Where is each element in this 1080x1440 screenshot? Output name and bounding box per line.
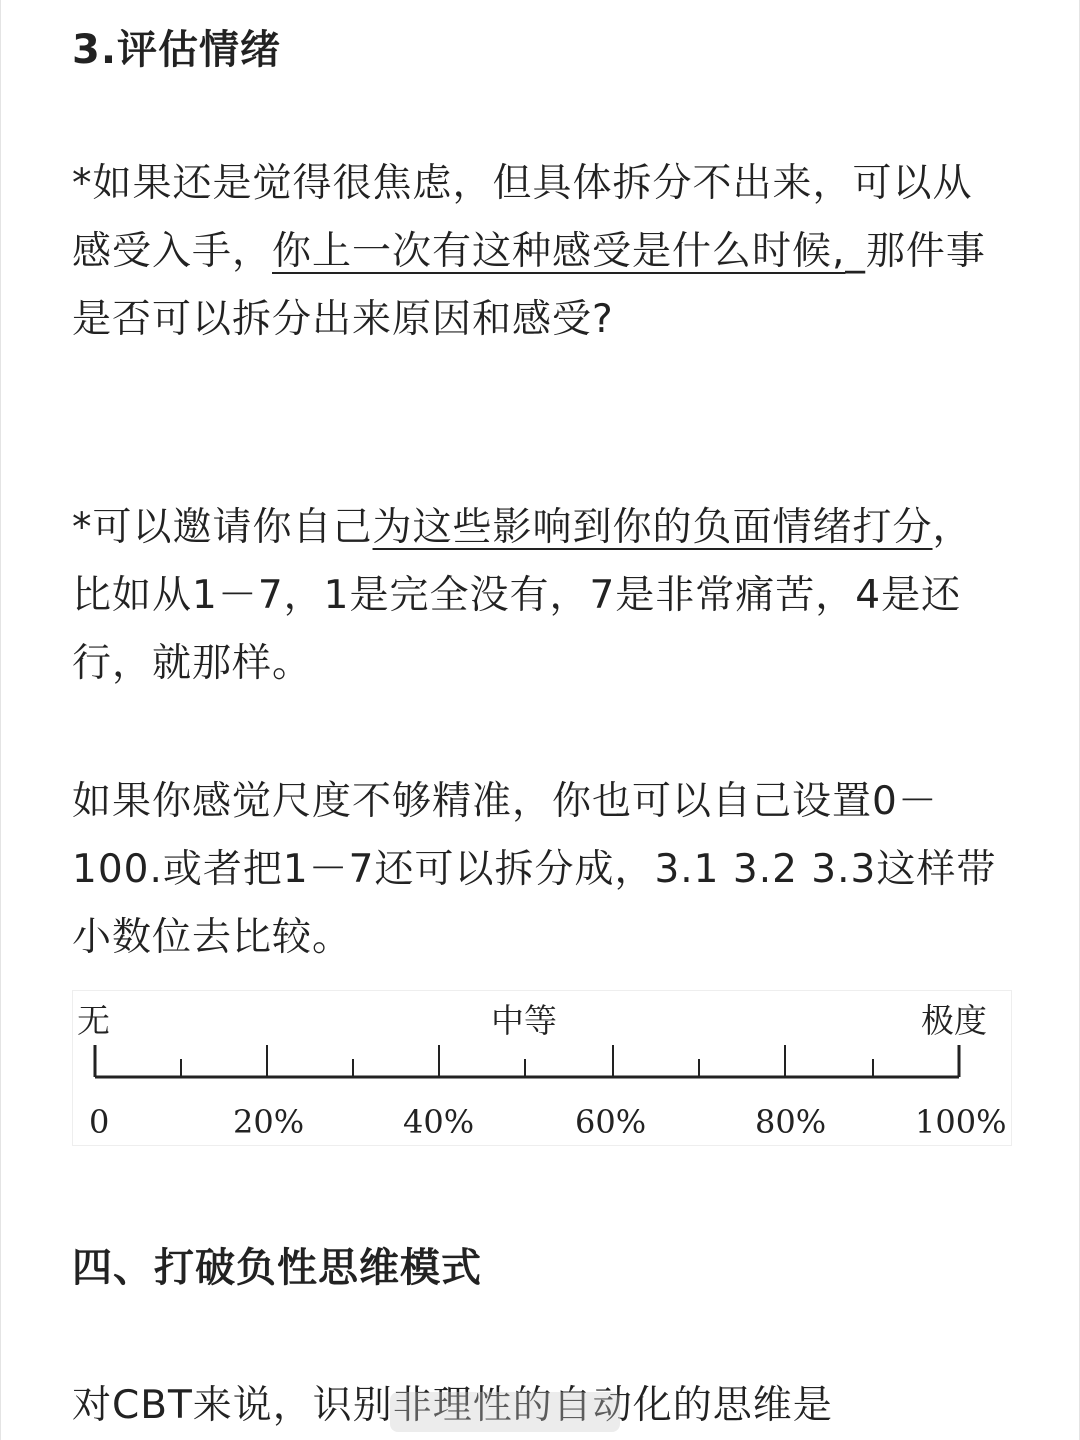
rating-scale-figure: [72, 990, 1012, 1146]
paragraph-anxiety-text-2: _那件事是否可以拆分出来原因和感受?: [72, 229, 986, 342]
paragraph-rating: [72, 494, 1012, 698]
scale-tick-label: 60%: [575, 1103, 647, 1141]
paragraph-anxiety: [72, 150, 1012, 354]
scale-tick-label: 0: [89, 1103, 110, 1141]
paragraph-cbt: 对CBT来说，识别非理性的自动化的思维是: [72, 1383, 833, 1428]
paragraph-anxiety-text-1: *如果还是觉得很焦虑，但具体拆分不出来，可以从感受入手，: [72, 161, 973, 274]
paragraph-rating-underlined: 为这些影响到你的负面情绪打分: [372, 505, 933, 550]
left-border: [0, 0, 1, 1440]
scale-tick-label: 100%: [915, 1103, 1007, 1141]
scale-label-medium: 中等: [491, 1001, 557, 1040]
scale-ruler: [73, 991, 1011, 1145]
scale-label-extreme: 极度: [921, 1001, 987, 1040]
scale-tick-label: 40%: [403, 1103, 475, 1141]
paragraph-precision: 如果你感觉尺度不够精准，你也可以自己设置0－100.或者把1－7还可以拆分成，3.1 3.2 3.3这样带小数位去比较。: [72, 779, 997, 960]
watermark-overlay: [390, 1392, 620, 1432]
section-heading-3: 3.评估情绪: [72, 27, 282, 73]
paragraph-rating-text-1: *可以邀请你自己: [72, 505, 373, 550]
section-heading-4: 四、打破负性思维模式: [72, 1245, 482, 1291]
scale-tick-label: 80%: [755, 1103, 827, 1141]
scale-tick-label: 20%: [233, 1103, 305, 1141]
paragraph-rating-text-2: ，比如从1－7，1是完全没有，7是非常痛苦，4是还行，就那样。: [72, 505, 973, 686]
scale-label-none: 无: [77, 1001, 110, 1040]
paragraph-anxiety-underlined: 你上一次有这种感受是什么时候,: [272, 229, 846, 274]
